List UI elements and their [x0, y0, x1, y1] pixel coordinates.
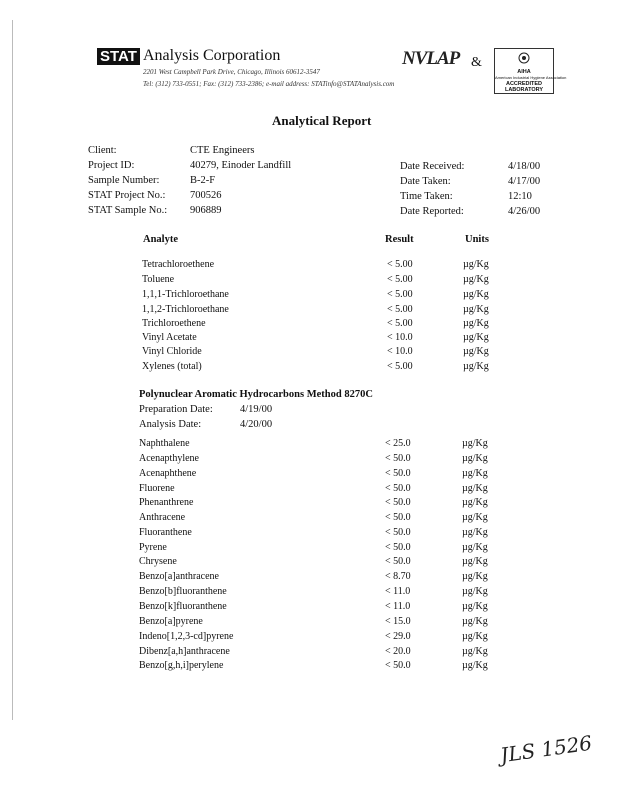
unit-value: µg/Kg — [463, 259, 489, 270]
time-taken-value: 12:10 — [508, 191, 532, 202]
unit-value: µg/Kg — [462, 660, 488, 671]
time-taken-label: Time Taken: — [400, 191, 453, 202]
sample-number-label: Sample Number: — [88, 175, 160, 186]
result-value: < 50.0 — [385, 527, 411, 538]
unit-value: µg/Kg — [462, 497, 488, 508]
stat-sample-label: STAT Sample No.: — [88, 205, 168, 216]
result-value: < 50.0 — [385, 660, 411, 671]
result-value: < 50.0 — [385, 497, 411, 508]
unit-value: µg/Kg — [462, 646, 488, 657]
result-value: < 20.0 — [385, 646, 411, 657]
stat-project-label: STAT Project No.: — [88, 190, 166, 201]
result-value: < 5.00 — [387, 304, 413, 315]
nvlap-logo: NVLAP — [402, 48, 460, 69]
report-title: Analytical Report — [272, 113, 372, 128]
pah-section-title: Polynuclear Aromatic Hydrocarbons Method 8270C — [139, 389, 373, 400]
analyte-name: Xylenes (total) — [142, 361, 202, 372]
project-id-label: Project ID: — [88, 160, 135, 171]
analyte-name: 1,1,1-Trichloroethane — [142, 289, 229, 300]
aiha-logo — [494, 48, 567, 94]
date-taken-label: Date Taken: — [400, 176, 451, 187]
date-received-label: Date Received: — [400, 161, 465, 172]
aiha-emblem-icon — [495, 51, 553, 69]
unit-value: µg/Kg — [463, 289, 489, 300]
result-value: < 50.0 — [385, 556, 411, 567]
unit-value: µg/Kg — [463, 304, 489, 315]
analyte-name: Naphthalene — [139, 438, 190, 449]
unit-value: µg/Kg — [463, 274, 489, 285]
result-value: < 5.00 — [387, 274, 413, 285]
analyte-name: Vinyl Acetate — [142, 332, 197, 343]
analyte-name: Acenaphthene — [139, 468, 197, 479]
analyte-name: Trichloroethene — [142, 318, 206, 329]
result-value: < 50.0 — [385, 512, 411, 523]
result-value: < 11.0 — [385, 586, 411, 597]
unit-value: µg/Kg — [462, 586, 488, 597]
unit-value: µg/Kg — [462, 527, 488, 538]
ampersand: & — [471, 55, 482, 70]
stat-logo: STAT — [97, 48, 140, 65]
analyte-name: Tetrachloroethene — [142, 259, 215, 270]
result-value: < 15.0 — [385, 616, 411, 627]
analyte-name: Benzo[g,h,i]perylene — [139, 660, 224, 671]
unit-value: µg/Kg — [462, 438, 488, 449]
analyte-name: Anthracene — [139, 512, 186, 523]
unit-value: µg/Kg — [462, 631, 488, 642]
analysis-date-value: 4/20/00 — [240, 419, 273, 430]
analyte-name: Phenanthrene — [139, 497, 194, 508]
company-name: Analysis Corporation — [143, 47, 281, 64]
company-address: 2201 West Campbell Park Drive, Chicago, Illinois 60612-3547 — [143, 68, 320, 76]
unit-value: µg/Kg — [463, 346, 489, 357]
analyte-name: Pyrene — [139, 542, 167, 553]
result-value: < 10.0 — [387, 346, 413, 357]
result-value: < 5.00 — [387, 361, 413, 372]
unit-value: µg/Kg — [462, 616, 488, 627]
date-received-value: 4/18/00 — [508, 161, 541, 172]
unit-value: µg/Kg — [462, 512, 488, 523]
result-value: < 10.0 — [387, 332, 413, 343]
result-value: < 50.0 — [385, 468, 411, 479]
result-value: < 50.0 — [385, 453, 411, 464]
result-header: Result — [385, 234, 414, 245]
analyte-name: Chrysene — [139, 556, 177, 567]
result-value: < 8.70 — [385, 571, 411, 582]
scan-edge-mark — [12, 20, 13, 720]
analyte-name: Acenapthylene — [139, 453, 199, 464]
analyte-name: Benzo[b]fluoranthene — [139, 586, 227, 597]
handwritten-note: JLS 1526 — [498, 730, 594, 768]
preparation-date-value: 4/19/00 — [240, 404, 273, 415]
unit-value: µg/Kg — [463, 332, 489, 343]
preparation-date-label: Preparation Date: — [139, 404, 213, 415]
date-reported-label: Date Reported: — [400, 206, 464, 217]
client-label: Client: — [88, 145, 117, 156]
analysis-date-label: Analysis Date: — [139, 419, 202, 430]
unit-value: µg/Kg — [462, 601, 488, 612]
unit-value: µg/Kg — [462, 542, 488, 553]
unit-value: µg/Kg — [462, 483, 488, 494]
result-value: < 5.00 — [387, 318, 413, 329]
unit-value: µg/Kg — [462, 453, 488, 464]
analyte-name: Toluene — [142, 274, 175, 285]
analyte-name: Fluorene — [139, 483, 175, 494]
result-value: < 50.0 — [385, 483, 411, 494]
analyte-name: Benzo[k]fluoranthene — [139, 601, 227, 612]
unit-value: µg/Kg — [462, 571, 488, 582]
analyte-name: Benzo[a]pyrene — [139, 616, 203, 627]
stat-project-value: 700526 — [190, 190, 222, 201]
unit-value: µg/Kg — [463, 318, 489, 329]
analyte-header: Analyte — [143, 234, 178, 245]
analyte-name: Fluoranthene — [139, 527, 192, 538]
sample-number-value: B-2-F — [190, 175, 216, 186]
units-header: Units — [465, 234, 489, 245]
result-value: < 11.0 — [385, 601, 411, 612]
date-taken-value: 4/17/00 — [508, 176, 541, 187]
stat-sample-value: 906889 — [190, 205, 222, 216]
result-value: < 5.00 — [387, 259, 413, 270]
result-value: < 25.0 — [385, 438, 411, 449]
client-value: CTE Engineers — [190, 145, 255, 156]
unit-value: µg/Kg — [462, 556, 488, 567]
aiha-label-2: American Industrial Hygiene Association — [495, 75, 567, 80]
unit-value: µg/Kg — [463, 361, 489, 372]
date-reported-value: 4/26/00 — [508, 206, 541, 217]
unit-value: µg/Kg — [462, 468, 488, 479]
analyte-name: Vinyl Chloride — [142, 346, 202, 357]
company-contact: Tel: (312) 733-0551; Fax: (312) 733-2386; e-mail address: STATinfo@STATAnalysis.com — [143, 80, 395, 88]
result-value: < 29.0 — [385, 631, 411, 642]
analyte-name: Benzo[a]anthracene — [139, 571, 219, 582]
aiha-label-3: ACCREDITED — [505, 81, 543, 87]
result-value: < 50.0 — [385, 542, 411, 553]
analyte-name: Dibenz[a,h]anthracene — [139, 646, 230, 657]
result-value: < 5.00 — [387, 289, 413, 300]
analyte-name: Indeno[1,2,3-cd]pyrene — [139, 631, 234, 642]
project-id-value: 40279, Einoder Landfill — [190, 160, 292, 171]
analyte-name: 1,1,2-Trichloroethane — [142, 304, 229, 315]
aiha-label-1: AIHA — [517, 69, 531, 75]
aiha-label-4: LABORATORY — [504, 87, 544, 93]
